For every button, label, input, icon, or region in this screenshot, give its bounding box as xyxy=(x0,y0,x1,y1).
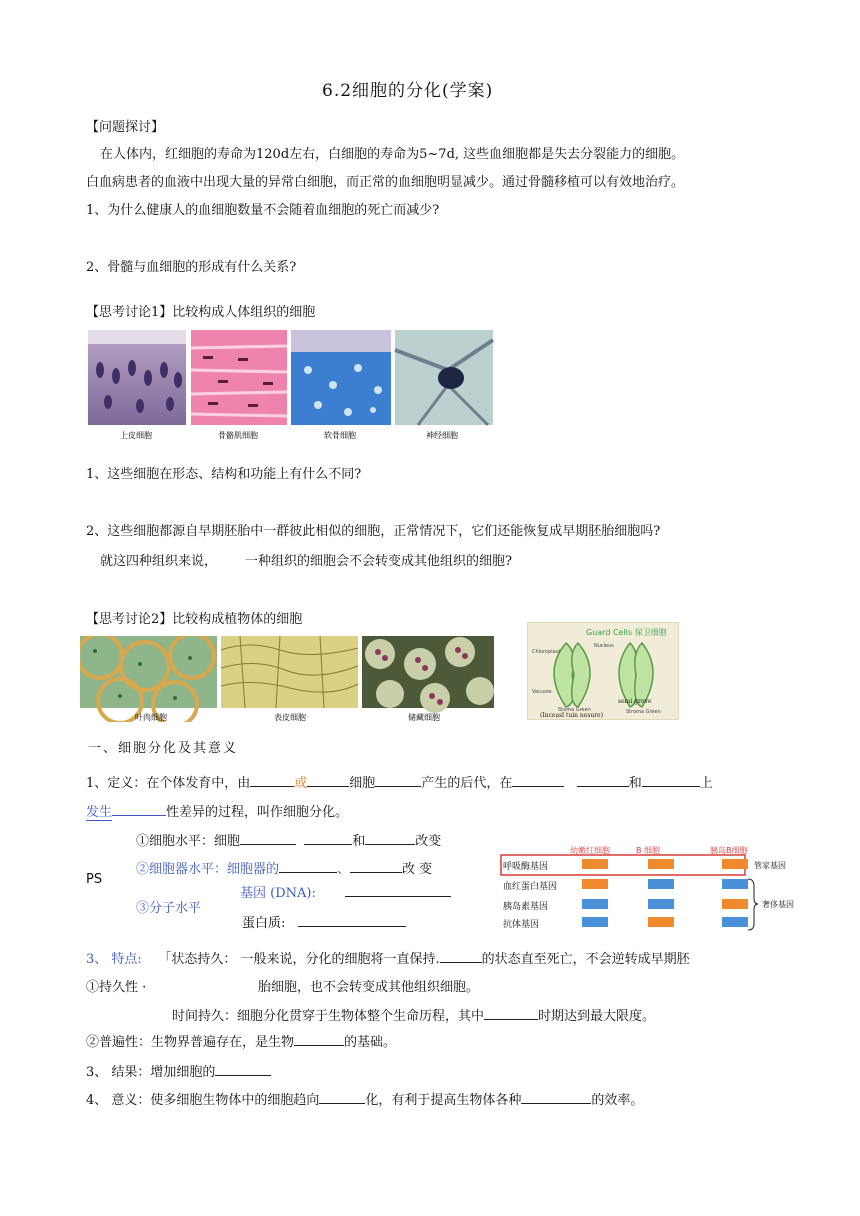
def-text-a: 1、定义：在个体发育中，由 xyxy=(86,776,251,791)
plant-caption-2: 储藏细胞 xyxy=(408,713,440,722)
gene-expression-bar xyxy=(722,879,748,889)
gene-expression-bar xyxy=(582,899,608,909)
gene-expression-bar xyxy=(648,879,674,889)
feature2-text-a: 时间持久：细胞分化贯穿于生物体整个生命历程，其中 xyxy=(172,1009,485,1024)
page-title: 6.2细胞的分化(学案) xyxy=(322,81,494,101)
gene-expression-bar xyxy=(582,917,608,927)
luxury-label: 奢侈基因 xyxy=(762,900,794,909)
result-line xyxy=(86,1061,271,1080)
problem-line-1: 在人体内，红细胞的寿命为120d左右，白细胞的寿命为5~7d, 这些血细胞都是失去分裂能力的细胞。 xyxy=(100,147,685,162)
ps1-text-b: 和 xyxy=(352,834,366,849)
definition-line-2 xyxy=(86,801,348,820)
discuss1-question-3a: 就这四种组织来说， xyxy=(100,554,218,569)
discuss1-question-3b: 一种组织的细胞会不会转变成其他组织的细胞? xyxy=(245,554,512,569)
epithelial-cell-image xyxy=(88,330,186,425)
gene-expression-chart xyxy=(500,842,800,934)
gene-column-header: B 细胞 xyxy=(636,846,661,855)
plant-caption-1: 表皮细胞 xyxy=(274,713,306,722)
plant-tissue-svg xyxy=(80,636,520,722)
gene-row-label: 抗体基因 xyxy=(503,920,540,930)
ps1-text-c: 改变 xyxy=(415,834,442,849)
guard-label-6: Stroma Green xyxy=(626,709,661,715)
feature1-text-a: 「状态持久： 一般来说，分化的细胞将一直保持. xyxy=(158,952,440,967)
ps2-text-a: ②细胞器水平：细胞器的 xyxy=(136,862,280,877)
guard-label-0: Chloroplast xyxy=(532,649,561,655)
gene-row-label: 呼吸酶基因 xyxy=(503,862,549,872)
gene-label: 基因 (DNA): xyxy=(240,886,316,901)
gene-expression-bar xyxy=(722,917,748,927)
discuss2-heading: 【思考讨论2】比较构成植物体的细胞 xyxy=(86,612,303,627)
problem-heading: 【问题探讨】 xyxy=(86,120,165,135)
housekeeping-label: 管家基因 xyxy=(754,861,786,870)
meaning-text-a: 4、 意义：使多细胞生物体中的细胞趋向 xyxy=(86,1093,320,1108)
gene-expression-bar xyxy=(582,879,608,889)
ps-cell-level xyxy=(136,830,441,849)
cartilage-cell-image xyxy=(291,330,391,425)
human-caption-2: 软骨细胞 xyxy=(324,431,356,440)
meaning-text-b: 化，有利于提高生物体各种 xyxy=(365,1093,522,1108)
storage-cell-image xyxy=(362,636,494,713)
def2-text-b: 性差异的过程，叫作细胞分化。 xyxy=(166,805,349,820)
discuss1-question-1: 1、这些细胞在形态、结构和功能上有什么不同? xyxy=(86,467,362,482)
gene-column-header: 幼嫩红细胞 xyxy=(570,846,610,855)
ps1-text-a: ①细胞水平：细胞 xyxy=(136,834,241,849)
epidermal-cell-image xyxy=(221,636,358,708)
human-caption-1: 骨骼肌细胞 xyxy=(218,431,258,440)
def-text-e: 上 xyxy=(699,776,713,791)
feature-label: 3、 特点: xyxy=(86,952,142,967)
plant-tissue-images xyxy=(80,636,520,722)
human-tissue-svg xyxy=(88,330,496,440)
persistence-label: ①持久性 · xyxy=(86,980,147,995)
feature-line-1c: 胎细胞，也不会转变成其他组织细胞。 xyxy=(258,980,480,995)
gene-chart-svg xyxy=(500,842,800,934)
guard-label-4: (Inceasl tuin nesure) xyxy=(540,712,604,719)
guard-cell-svg xyxy=(528,623,678,719)
feature-line-1 xyxy=(86,948,690,967)
gene-expression-bar xyxy=(648,899,674,909)
human-tissue-images xyxy=(88,330,496,440)
guard-label-5: semi grove xyxy=(618,698,652,705)
universal-text-b: 的基础。 xyxy=(344,1035,397,1050)
meaning-text-c: 的效率。 xyxy=(591,1093,644,1108)
problem-question-2: 2、骨髓与血细胞的形成有什么关系? xyxy=(86,260,297,275)
universality-line xyxy=(86,1031,396,1050)
gene-expression-bar xyxy=(648,917,674,927)
def2-text-a: 发生 xyxy=(86,805,113,820)
ps-molecular-level: ③分子水平 xyxy=(136,901,202,916)
luxury-bracket xyxy=(748,879,758,930)
ps-label: PS xyxy=(86,872,103,887)
problem-line-2: 白血病患者的血液中出现大量的异常白细胞，而正常的血细胞明显减少。通过骨髓移植可以有效地治疗。 xyxy=(86,175,685,190)
ps2-text-b: 、 xyxy=(337,862,351,877)
gene-expression-bar xyxy=(722,899,748,909)
def-text-d: 和 xyxy=(628,776,642,791)
human-caption-3: 神经细胞 xyxy=(426,431,458,440)
universal-text-a: ②普遍性：生物界普遍存在，是生物 xyxy=(86,1035,295,1050)
def-text-c: 产生的后代，在 xyxy=(421,776,513,791)
gene-row-label: 胰岛素基因 xyxy=(503,902,549,912)
ps-protein xyxy=(242,912,406,931)
ps2-text-c: 改 变 xyxy=(402,862,433,877)
gene-expression-bar xyxy=(582,859,608,869)
gene-expression-bar xyxy=(648,859,674,869)
result-text: 3、 结果：增加细胞的 xyxy=(86,1065,216,1080)
mesophyll-cell-image xyxy=(80,636,217,722)
discuss1-question-2: 2、这些细胞都源自早期胚胎中一群彼此相似的细胞，正常情况下，它们还能恢复成早期胚胎细胞吗? xyxy=(86,524,661,539)
guard-cell-image xyxy=(527,622,679,720)
section1-heading: 一、细胞分化及其意义 xyxy=(88,741,239,756)
definition-line xyxy=(86,772,713,791)
gene-row-label: 血红蛋白基因 xyxy=(503,882,558,892)
gene-expression-bar xyxy=(722,859,748,869)
plant-caption-0: 叶肉细胞 xyxy=(135,713,167,722)
ps-gene xyxy=(240,882,451,901)
feature-line-2 xyxy=(172,1005,655,1024)
guard-label-2: Vacuole xyxy=(532,689,552,695)
protein-label: 蛋白质: xyxy=(242,916,286,931)
meaning-line xyxy=(86,1089,643,1108)
guard-cell-title: Guard Cells 保卫细胞 xyxy=(586,628,667,637)
guard-label-1: Nucleus xyxy=(594,643,614,649)
gene-column-header: 胰岛B细胞 xyxy=(710,846,748,855)
skeletal-muscle-image xyxy=(191,330,287,425)
discuss1-heading: 【思考讨论1】比较构成人体组织的细胞 xyxy=(86,305,316,320)
def-text-b: 细胞 xyxy=(349,776,376,791)
def-or: 或 xyxy=(294,776,308,791)
feature1-text-b: 的状态直至死亡，不会逆转成早期胚 xyxy=(481,952,690,967)
nerve-cell-image xyxy=(395,330,493,425)
human-caption-0: 上皮细胞 xyxy=(120,431,152,440)
guard-label-3: Stoma Green xyxy=(558,707,591,713)
ps-organelle-level xyxy=(136,858,432,877)
feature2-text-b: 时期达到最大限度。 xyxy=(538,1009,656,1024)
problem-question-1: 1、为什么健康人的血细胞数量不会随着血细胞的死亡而减少? xyxy=(86,203,440,218)
